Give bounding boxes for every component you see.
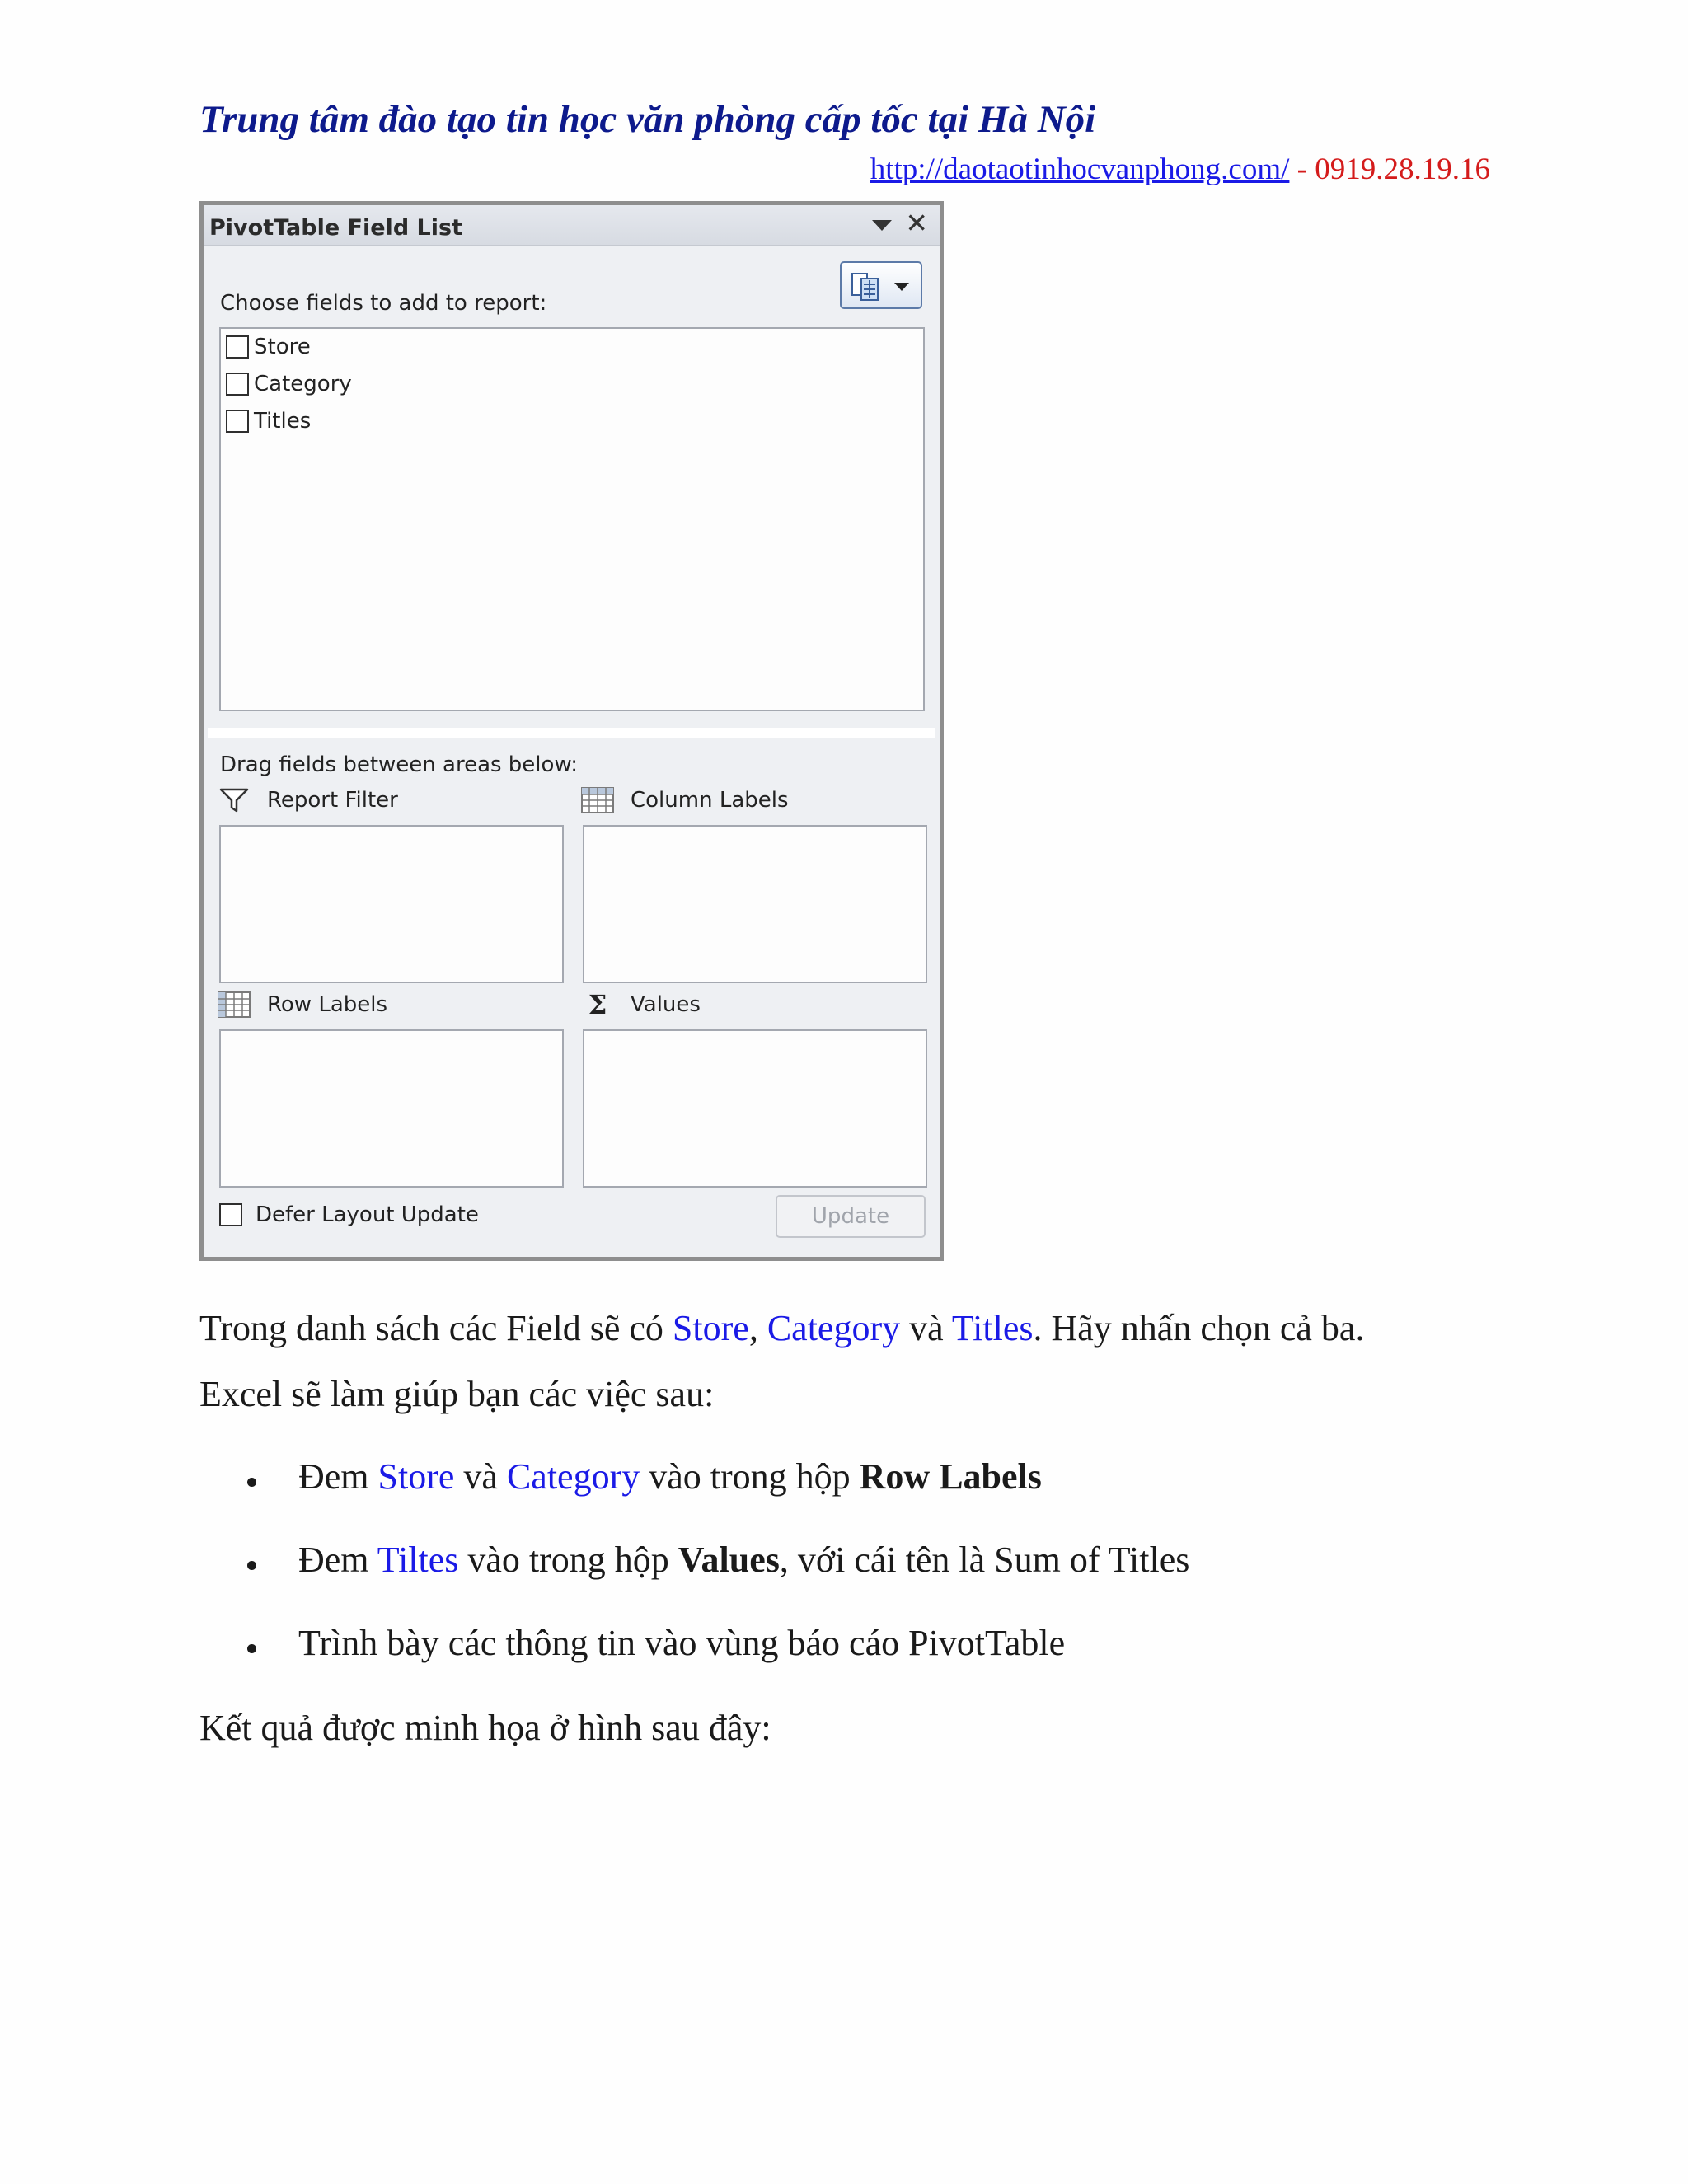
- values-label: Σ Values: [581, 990, 701, 1019]
- bullet-icon: [247, 1644, 256, 1653]
- defer-layout-checkbox[interactable]: [219, 1203, 242, 1226]
- report-filter-area[interactable]: [219, 825, 564, 983]
- report-filter-label: Report Filter: [218, 785, 398, 815]
- defer-layout-update[interactable]: [219, 1202, 479, 1227]
- chevron-down-icon: [894, 283, 909, 291]
- page-title: Trung tâm đào tạo tin học văn phòng cấp tốc tại Hà Nội: [199, 98, 1096, 141]
- field-checkbox[interactable]: [226, 335, 249, 359]
- field-label: Store: [254, 335, 311, 359]
- update-button[interactable]: Update: [776, 1195, 926, 1238]
- field-checkbox[interactable]: [226, 410, 249, 433]
- drag-fields-label: Drag fields between areas below:: [220, 752, 579, 777]
- field-item-titles[interactable]: [226, 405, 311, 438]
- phone-number: 0919.28.19.16: [1315, 152, 1490, 186]
- field-list-box: [219, 327, 925, 711]
- paragraph-fields-list: Trong danh sách các Field sẽ có Store, Category và Titles. Hãy nhấn chọn cả ba.: [199, 1308, 1365, 1348]
- pane-titlebar: [204, 205, 940, 246]
- paragraph-excel-does: Excel sẽ làm giúp bạn các việc sau:: [199, 1374, 715, 1414]
- store-term: Store: [672, 1308, 749, 1348]
- field-list-layout-icon: [850, 269, 883, 306]
- close-icon[interactable]: ✕: [905, 207, 928, 239]
- pivottable-field-list-pane: [199, 201, 944, 1261]
- choose-fields-label: Choose fields to add to report:: [220, 291, 547, 316]
- header-contact-line: [870, 152, 1490, 187]
- header-separator: -: [1289, 152, 1315, 186]
- pane-title: PivotTable Field List: [209, 215, 462, 241]
- field-label: Titles: [254, 409, 312, 434]
- column-labels-area[interactable]: [583, 825, 927, 983]
- bullet-icon: [247, 1478, 256, 1487]
- table-grid-icon: [581, 787, 614, 813]
- paragraph-result: Kết quả được minh họa ở hình sau đây:: [199, 1708, 771, 1748]
- field-item-store[interactable]: [226, 330, 311, 363]
- bullet-item-report: Trình bày các thông tin vào vùng báo cáo PivotTable: [298, 1623, 1066, 1663]
- bullet-icon: [247, 1561, 256, 1570]
- bullet-item-row-labels: Đem Store và Category vào trong hộp Row Labels: [298, 1456, 1042, 1497]
- filter-icon: [218, 787, 251, 813]
- website-link[interactable]: http://daotaotinhocvanphong.com/: [870, 152, 1290, 186]
- table-grid-icon: [218, 991, 251, 1018]
- field-checkbox[interactable]: [226, 373, 249, 396]
- row-labels-label: Row Labels: [218, 990, 387, 1019]
- column-labels-label: Column Labels: [581, 785, 789, 815]
- sigma-icon: Σ: [588, 989, 607, 1020]
- defer-layout-label: Defer Layout Update: [256, 1202, 479, 1227]
- pane-splitter[interactable]: [208, 728, 935, 738]
- field-label: Category: [254, 372, 352, 396]
- row-labels-area[interactable]: [219, 1029, 564, 1188]
- field-list-layout-button[interactable]: [840, 261, 922, 309]
- category-term: Category: [767, 1308, 901, 1348]
- dropdown-arrow-icon[interactable]: [872, 220, 892, 231]
- bullet-item-values: Đem Tiltes vào trong hộp Values, với cái tên là Sum of Titles: [298, 1540, 1190, 1580]
- titles-term: Titles: [951, 1308, 1034, 1348]
- field-item-category[interactable]: [226, 368, 352, 401]
- values-area[interactable]: [583, 1029, 927, 1188]
